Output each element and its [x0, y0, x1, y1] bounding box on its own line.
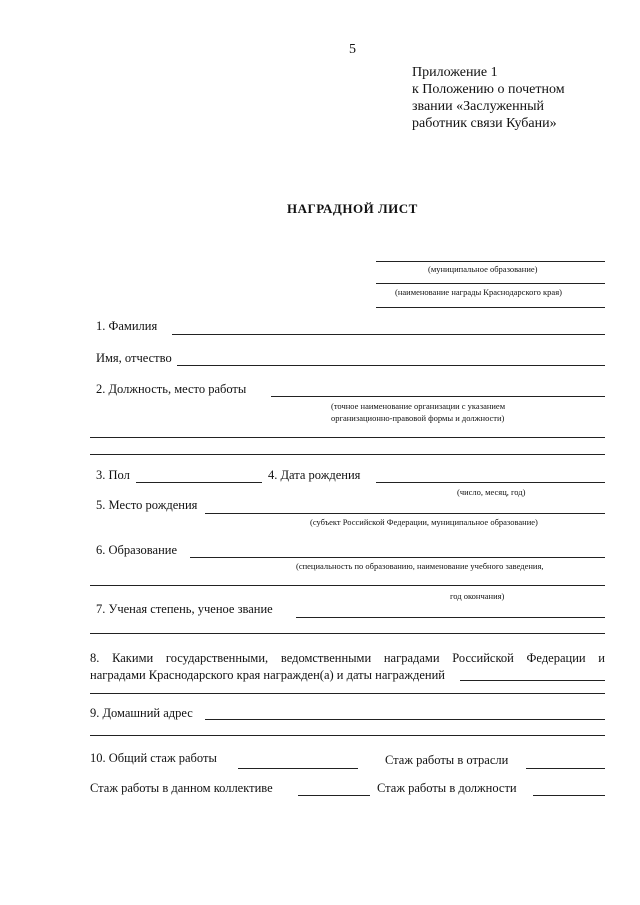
position-field-3[interactable] — [90, 454, 605, 455]
position-field[interactable] — [271, 396, 605, 397]
annex-line-4: работник связи Кубани» — [412, 116, 557, 131]
birthplace-field[interactable] — [205, 513, 605, 514]
education-hint-2: год окончания) — [450, 591, 505, 601]
awards-text-1: 8. Какими государственными, ведомственными наградами Российской Федерации и — [90, 651, 605, 665]
total-experience-field[interactable] — [238, 768, 358, 769]
name-label: Имя, отчество — [96, 351, 172, 365]
position-hint-2: организационно-правовой формы и должности) — [331, 413, 505, 423]
position-label: 2. Должность, место работы — [96, 382, 247, 396]
position-experience-field[interactable] — [533, 795, 605, 796]
name-field[interactable] — [177, 365, 605, 366]
birthdate-field[interactable] — [376, 482, 605, 483]
birthplace-hint: (субъект Российской Федерации, муниципальное образование) — [310, 517, 538, 527]
sex-label: 3. Пол — [96, 468, 130, 482]
address-label: 9. Домашний адрес — [90, 706, 193, 720]
award-name-field[interactable] — [376, 283, 605, 284]
degree-field-2[interactable] — [90, 633, 605, 634]
education-hint-1: (специальность по образованию, наименование учебного заведения, — [296, 561, 544, 571]
education-field[interactable] — [190, 557, 605, 558]
award-name-field-2[interactable] — [376, 307, 605, 308]
industry-experience-label: Стаж работы в отрасли — [385, 753, 509, 767]
awards-text-2: наградами Краснодарского края награжден(а) и даты награждений — [90, 668, 445, 682]
education-label: 6. Образование — [96, 543, 178, 557]
address-field-2[interactable] — [90, 735, 605, 736]
team-experience-label: Стаж работы в данном коллективе — [90, 781, 273, 795]
annex-line-3: звании «Заслуженный — [412, 99, 544, 114]
awards-field[interactable] — [460, 680, 605, 681]
award-name-caption: (наименование награды Краснодарского края) — [395, 287, 562, 297]
total-experience-label: 10. Общий стаж работы — [90, 751, 217, 765]
annex-line-1: Приложение 1 — [412, 65, 498, 80]
birthplace-label: 5. Место рождения — [96, 498, 198, 512]
position-field-2[interactable] — [90, 437, 605, 438]
page-number: 5 — [349, 42, 356, 57]
municipality-caption: (муниципальное образование) — [428, 264, 538, 274]
industry-experience-field[interactable] — [526, 768, 605, 769]
birthdate-label: 4. Дата рождения — [268, 468, 361, 482]
degree-field[interactable] — [296, 617, 605, 618]
surname-label: 1. Фамилия — [96, 319, 158, 333]
degree-label: 7. Ученая степень, ученое звание — [96, 602, 273, 616]
awards-field-2[interactable] — [90, 693, 605, 694]
page-title: НАГРАДНОЙ ЛИСТ — [287, 201, 418, 216]
birthdate-hint: (число, месяц, год) — [457, 487, 526, 497]
annex-line-2: к Положению о почетном — [412, 82, 565, 97]
position-experience-label: Стаж работы в должности — [377, 781, 517, 795]
team-experience-field[interactable] — [298, 795, 370, 796]
sex-field[interactable] — [136, 482, 262, 483]
surname-field[interactable] — [172, 334, 605, 335]
annex-block — [412, 64, 565, 132]
position-hint-1: (точное наименование организации с указанием — [331, 401, 506, 411]
education-field-2[interactable] — [90, 585, 605, 586]
address-field[interactable] — [205, 719, 605, 720]
municipality-field[interactable] — [376, 261, 605, 262]
